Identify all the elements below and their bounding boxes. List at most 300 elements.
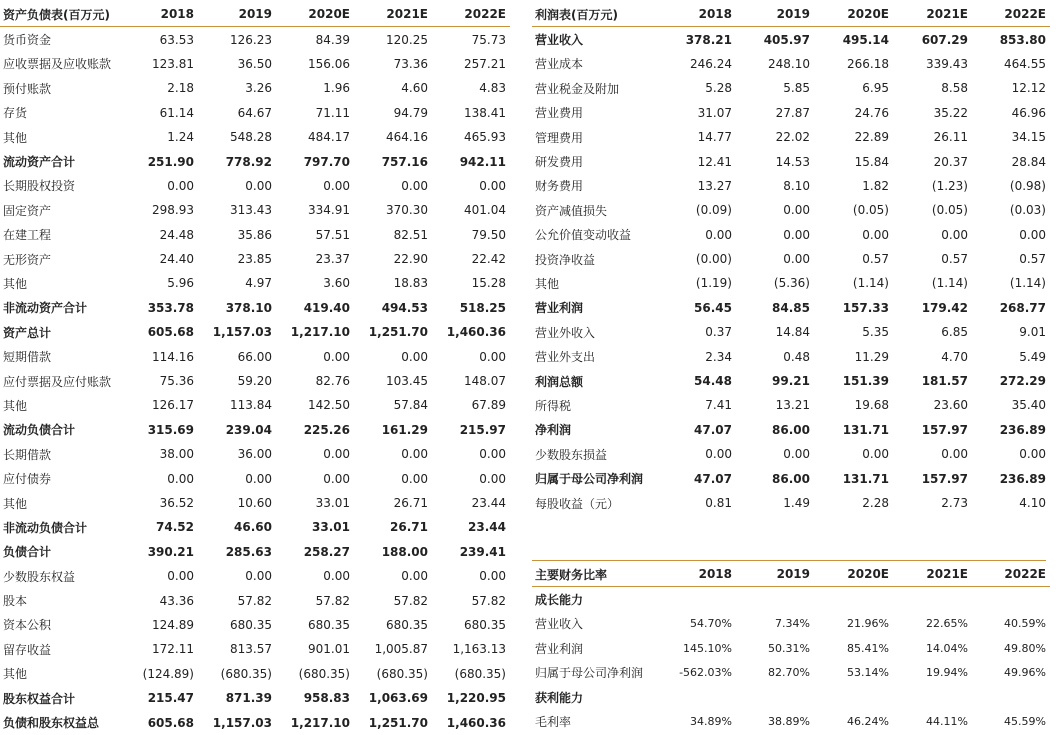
row-value: 0.81 — [705, 496, 732, 510]
row-value: 378.21 — [685, 32, 732, 47]
table-row — [532, 125, 1050, 149]
row-value: 0.00 — [167, 178, 194, 193]
table-row — [0, 710, 510, 734]
table-row — [532, 344, 1050, 368]
row-value: (1.19) — [695, 276, 732, 291]
row-value: 124.89 — [152, 617, 194, 632]
row-value: 0.57 — [1019, 252, 1046, 267]
table-row — [0, 320, 510, 344]
row-value: 28.84 — [1011, 154, 1046, 169]
income-statement-panel — [532, 2, 1050, 515]
row-value: 113.84 — [230, 398, 272, 413]
row-value: 239.04 — [225, 422, 272, 437]
row-label: 货币资金 — [3, 33, 52, 48]
row-value: 131.71 — [842, 471, 889, 486]
year-header-2020e: 2020E — [814, 2, 893, 27]
row-value: 36.50 — [237, 56, 272, 71]
row-label: 其他 — [3, 276, 28, 291]
row-value: 257.21 — [464, 56, 506, 71]
row-value: 7.41 — [705, 398, 732, 413]
row-value: 8.58 — [941, 81, 968, 96]
row-label: 非流动负债合计 — [3, 520, 88, 535]
row-value: 246.24 — [690, 56, 732, 71]
row-label: 固定资产 — [3, 203, 52, 218]
row-value: 871.39 — [225, 691, 272, 706]
row-value: 22.42 — [471, 252, 506, 267]
year-header-2018: 2018 — [135, 2, 198, 27]
row-label: 其他 — [3, 667, 28, 682]
year-header-2019: 2019 — [198, 2, 276, 27]
table-row — [532, 271, 1050, 295]
row-value: 26.71 — [393, 496, 428, 510]
income-statement-title: 利润表(百万元) — [532, 2, 666, 27]
row-value: 236.89 — [999, 422, 1046, 437]
row-value: 225.26 — [303, 422, 350, 437]
row-value: 4.60 — [401, 81, 428, 96]
row-value: 49.96% — [1004, 666, 1046, 680]
row-label: 负债合计 — [3, 545, 52, 560]
year-header-2018: 2018 — [666, 562, 736, 587]
row-value: 57.82 — [315, 593, 350, 608]
table-row — [532, 587, 1050, 612]
row-label: 长期借款 — [3, 447, 52, 462]
row-value: 0.00 — [479, 569, 506, 584]
row-value: 157.97 — [921, 471, 968, 486]
row-value: 103.45 — [386, 374, 428, 389]
row-value: 390.21 — [147, 544, 194, 559]
row-value: 35.22 — [933, 105, 968, 120]
row-label: 长期股权投资 — [3, 179, 76, 194]
row-value: 19.94% — [926, 666, 968, 680]
row-value — [666, 685, 736, 709]
table-row — [0, 125, 510, 149]
row-value: 123.81 — [152, 56, 194, 71]
row-value: 9.01 — [1019, 325, 1046, 340]
row-value: 57.82 — [237, 593, 272, 608]
row-value: 484.17 — [308, 130, 350, 145]
row-value: 99.21 — [772, 374, 810, 389]
row-value: 23.44 — [471, 496, 506, 510]
row-label: 少数股东损益 — [535, 447, 608, 462]
row-value: 84.39 — [315, 32, 350, 47]
row-value: 14.53 — [775, 154, 810, 169]
row-label: 成长能力 — [535, 593, 584, 608]
row-value: 0.00 — [479, 178, 506, 193]
row-value: 1,005.87 — [374, 642, 428, 657]
table-row — [0, 418, 510, 442]
row-value: 18.83 — [393, 276, 428, 291]
balance-sheet-header-row — [0, 2, 510, 27]
row-value: (680.35) — [376, 666, 428, 681]
row-value: 1.82 — [862, 178, 889, 193]
row-value: 405.97 — [763, 32, 810, 47]
table-row — [0, 491, 510, 515]
row-value: 14.84 — [775, 325, 810, 340]
table-row — [0, 101, 510, 125]
row-value: 38.89% — [768, 715, 810, 729]
row-label: 营业利润 — [535, 641, 584, 656]
row-value: 27.87 — [775, 105, 810, 120]
row-value: 71.11 — [315, 105, 350, 120]
row-value: 0.00 — [783, 252, 810, 267]
row-value: 0.00 — [1019, 447, 1046, 462]
row-value: 494.53 — [381, 300, 428, 315]
row-value: 63.53 — [159, 32, 194, 47]
row-value: 339.43 — [926, 56, 968, 71]
table-row — [532, 466, 1050, 490]
row-value: 114.16 — [152, 349, 194, 364]
row-value: 151.39 — [842, 374, 889, 389]
row-value: 11.29 — [854, 349, 889, 364]
row-value: 266.18 — [847, 56, 889, 71]
row-value: 5.49 — [1019, 349, 1046, 364]
row-value: 0.00 — [941, 447, 968, 462]
row-label: 营业外收入 — [535, 325, 596, 340]
row-value: 33.01 — [312, 520, 350, 535]
row-value: 61.14 — [159, 105, 194, 120]
row-label: 流动资产合计 — [3, 155, 76, 170]
row-value: 172.11 — [152, 642, 194, 657]
row-value: 0.00 — [401, 447, 428, 462]
row-value: 1,460.36 — [446, 715, 506, 730]
row-value: 4.70 — [941, 349, 968, 364]
row-value: 54.48 — [694, 374, 732, 389]
year-header-2022e: 2022E — [972, 2, 1050, 27]
row-value: 215.97 — [459, 422, 506, 437]
row-value: 0.00 — [401, 471, 428, 486]
row-value: 5.28 — [705, 81, 732, 96]
row-value: 680.35 — [230, 617, 272, 632]
row-value: 7.34% — [775, 617, 810, 631]
row-label: 管理费用 — [535, 130, 584, 145]
row-value: 57.51 — [315, 227, 350, 242]
table-row — [532, 418, 1050, 442]
row-value: 3.26 — [245, 81, 272, 96]
row-value — [893, 685, 972, 709]
row-value: (1.14) — [1009, 276, 1046, 291]
row-value: 53.14% — [847, 666, 889, 680]
row-value: 1.24 — [167, 130, 194, 145]
row-value: 126.17 — [152, 398, 194, 413]
row-value: 19.68 — [854, 398, 889, 413]
row-value: (124.89) — [142, 666, 194, 681]
table-row — [532, 174, 1050, 198]
row-label: 其他 — [535, 276, 560, 291]
row-value: 370.30 — [386, 203, 428, 218]
row-label: 营业费用 — [535, 106, 584, 121]
row-value — [972, 587, 1050, 612]
row-value: 0.00 — [1019, 227, 1046, 242]
row-value: 94.79 — [393, 105, 428, 120]
row-value: 285.63 — [225, 544, 272, 559]
table-row — [532, 27, 1050, 52]
row-value: 59.20 — [237, 374, 272, 389]
row-value: 0.00 — [323, 178, 350, 193]
year-header-2021e: 2021E — [893, 2, 972, 27]
row-value: 605.68 — [147, 325, 194, 340]
row-label: 预付账款 — [3, 81, 52, 96]
row-label: 其他 — [3, 398, 28, 413]
table-row — [532, 52, 1050, 76]
table-row — [532, 101, 1050, 125]
row-value: 179.42 — [921, 300, 968, 315]
row-value: 57.84 — [393, 398, 428, 413]
row-value: (1.14) — [931, 276, 968, 291]
table-row — [0, 344, 510, 368]
row-value: 6.95 — [862, 81, 889, 96]
row-value: 36.52 — [159, 496, 194, 510]
row-value: (5.36) — [773, 276, 810, 291]
row-value: 0.00 — [862, 447, 889, 462]
row-value: 465.93 — [464, 130, 506, 145]
row-value: 157.97 — [921, 422, 968, 437]
row-value: 188.00 — [381, 544, 428, 559]
row-label: 投资净收益 — [535, 252, 596, 267]
table-row — [0, 637, 510, 661]
row-label: 应收票据及应收账款 — [3, 57, 112, 72]
row-label: 其他 — [3, 130, 28, 145]
row-value: 0.00 — [401, 569, 428, 584]
table-row — [0, 369, 510, 393]
row-label: 归属于母公司净利润 — [535, 472, 644, 487]
year-header-2021e: 2021E — [893, 562, 972, 587]
year-header-2018: 2018 — [666, 2, 736, 27]
table-row — [0, 686, 510, 710]
row-value: 44.11% — [926, 715, 968, 729]
row-value: 5.85 — [783, 81, 810, 96]
row-value: 82.76 — [315, 374, 350, 389]
row-value: 0.00 — [401, 349, 428, 364]
table-row — [532, 442, 1050, 466]
row-value: 1,251.70 — [368, 325, 428, 340]
section-divider — [532, 560, 1046, 561]
row-value: 942.11 — [459, 154, 506, 169]
row-value: 157.33 — [842, 300, 889, 315]
row-value: (680.35) — [298, 666, 350, 681]
row-value: 0.00 — [862, 227, 889, 242]
table-row — [532, 76, 1050, 100]
year-header-2022e: 2022E — [432, 2, 510, 27]
row-value: 131.71 — [842, 422, 889, 437]
row-value: 1,063.69 — [368, 691, 428, 706]
table-row — [0, 223, 510, 247]
row-value: 23.60 — [933, 398, 968, 413]
row-value — [736, 685, 814, 709]
balance-sheet-table — [0, 2, 510, 735]
table-row — [532, 393, 1050, 417]
table-row — [0, 52, 510, 76]
row-value: 0.00 — [705, 227, 732, 242]
row-value: 0.00 — [167, 471, 194, 486]
row-label: 流动负债合计 — [3, 423, 76, 438]
row-value: 14.77 — [697, 130, 732, 145]
row-value: 3.60 — [323, 276, 350, 291]
row-value: 1,157.03 — [212, 715, 272, 730]
row-value: (0.09) — [695, 203, 732, 218]
row-value: 26.71 — [390, 520, 428, 535]
row-value: 2.18 — [167, 81, 194, 96]
row-value: 797.70 — [303, 154, 350, 169]
row-value: 607.29 — [921, 32, 968, 47]
row-value: 778.92 — [225, 154, 272, 169]
row-label: 营业收入 — [535, 33, 584, 48]
row-value: 24.48 — [159, 227, 194, 242]
row-label: 留存收益 — [3, 642, 52, 657]
row-value: 334.91 — [308, 203, 350, 218]
row-label: 在建工程 — [3, 228, 52, 243]
table-row — [0, 613, 510, 637]
row-value: 0.00 — [323, 569, 350, 584]
row-value: 4.83 — [479, 81, 506, 96]
row-value: 251.90 — [147, 154, 194, 169]
row-value: 4.97 — [245, 276, 272, 291]
row-value: 272.29 — [999, 374, 1046, 389]
financial-ratios-header-row — [532, 562, 1050, 587]
row-value: 757.16 — [381, 154, 428, 169]
row-value: 35.40 — [1011, 398, 1046, 413]
row-value: 548.28 — [230, 130, 272, 145]
row-value: 13.27 — [697, 178, 732, 193]
table-row — [0, 174, 510, 198]
row-value: 15.84 — [854, 154, 889, 169]
row-value: 22.89 — [854, 130, 889, 145]
row-value: 1,220.95 — [446, 691, 506, 706]
table-row — [532, 661, 1050, 685]
row-label: 股本 — [3, 594, 28, 609]
row-value: 23.85 — [237, 252, 272, 267]
row-label: 每股收益（元） — [535, 496, 620, 511]
row-value: 14.04% — [926, 641, 968, 655]
row-label: 资本公积 — [3, 618, 52, 633]
row-label: 其他 — [3, 496, 28, 511]
row-value — [972, 685, 1050, 709]
row-value: 21.96% — [847, 617, 889, 631]
row-label: 公允价值变动收益 — [535, 228, 632, 243]
row-value: 495.14 — [842, 32, 889, 47]
row-value: 0.00 — [323, 349, 350, 364]
row-value: (680.35) — [454, 666, 506, 681]
row-value: 75.36 — [159, 374, 194, 389]
row-value: 12.12 — [1011, 81, 1046, 96]
row-value: 79.50 — [471, 227, 506, 242]
row-value: 464.55 — [1004, 56, 1046, 71]
row-value: 401.04 — [464, 203, 506, 218]
row-value: 138.41 — [464, 105, 506, 120]
row-value: 853.80 — [999, 32, 1046, 47]
row-label: 利润总额 — [535, 374, 584, 389]
table-row — [0, 588, 510, 612]
row-label: 营业收入 — [535, 617, 584, 632]
row-value: 145.10% — [683, 641, 732, 655]
row-value: 1.49 — [783, 496, 810, 510]
row-value: 148.07 — [464, 374, 506, 389]
row-value: (0.05) — [852, 203, 889, 218]
table-row — [532, 636, 1050, 660]
row-value: 20.37 — [933, 154, 968, 169]
row-value: 0.00 — [783, 227, 810, 242]
row-label: 资产减值损失 — [535, 203, 608, 218]
row-value: 0.00 — [323, 447, 350, 462]
row-label: 营业利润 — [535, 301, 584, 316]
row-value: 315.69 — [147, 422, 194, 437]
table-row — [532, 149, 1050, 173]
row-value: 23.37 — [315, 252, 350, 267]
row-value: 0.00 — [783, 447, 810, 462]
row-value: 64.67 — [237, 105, 272, 120]
financial-ratios-table — [532, 562, 1050, 734]
table-row — [532, 612, 1050, 636]
row-value: 1,251.70 — [368, 715, 428, 730]
row-value: (1.23) — [931, 178, 968, 193]
table-row — [532, 223, 1050, 247]
row-value: 958.83 — [303, 691, 350, 706]
row-value: 66.00 — [237, 349, 272, 364]
row-value: 34.89% — [690, 715, 732, 729]
row-value: 75.73 — [471, 32, 506, 47]
row-value: 5.35 — [862, 325, 889, 340]
table-row — [532, 247, 1050, 271]
row-value: 23.44 — [468, 520, 506, 535]
row-value: 13.21 — [775, 398, 810, 413]
row-value: 38.00 — [159, 447, 194, 462]
row-value: 680.35 — [386, 617, 428, 632]
row-value: 0.00 — [245, 178, 272, 193]
row-value: 0.57 — [862, 252, 889, 267]
row-value: 0.57 — [941, 252, 968, 267]
row-value — [666, 587, 736, 612]
row-value: 0.00 — [323, 471, 350, 486]
row-value: 464.16 — [386, 130, 428, 145]
table-row — [532, 491, 1050, 515]
row-value — [814, 685, 893, 709]
row-value: 0.00 — [245, 569, 272, 584]
row-value: 1,157.03 — [212, 325, 272, 340]
row-value: 84.85 — [772, 300, 810, 315]
row-value: 0.00 — [479, 471, 506, 486]
row-value — [736, 587, 814, 612]
row-value: 56.45 — [694, 300, 732, 315]
row-value: 181.57 — [921, 374, 968, 389]
row-value: 2.73 — [941, 496, 968, 510]
row-value: 0.00 — [245, 471, 272, 486]
row-value: 22.65% — [926, 617, 968, 631]
row-value: (1.14) — [852, 276, 889, 291]
row-value: 120.25 — [386, 32, 428, 47]
row-value: 57.82 — [393, 593, 428, 608]
table-row — [0, 198, 510, 222]
financial-ratios-title: 主要财务比率 — [532, 562, 666, 587]
year-header-2021e: 2021E — [354, 2, 432, 27]
row-value: 54.70% — [690, 617, 732, 631]
row-value: 49.80% — [1004, 641, 1046, 655]
row-value: 82.70% — [768, 666, 810, 680]
row-label: 少数股东权益 — [3, 569, 76, 584]
table-row — [0, 466, 510, 490]
row-value: 1,163.13 — [452, 642, 506, 657]
row-label: 股东权益合计 — [3, 691, 76, 706]
row-value: 24.40 — [159, 252, 194, 267]
year-header-2020e: 2020E — [814, 562, 893, 587]
row-value: 0.37 — [705, 325, 732, 340]
table-row — [0, 540, 510, 564]
row-value: 45.59% — [1004, 715, 1046, 729]
row-value: 26.11 — [933, 130, 968, 145]
row-value: (0.03) — [1009, 203, 1046, 218]
row-value: 73.36 — [393, 56, 428, 71]
row-value: 86.00 — [772, 471, 810, 486]
row-value: 901.01 — [308, 642, 350, 657]
row-label: 短期借款 — [3, 350, 52, 365]
